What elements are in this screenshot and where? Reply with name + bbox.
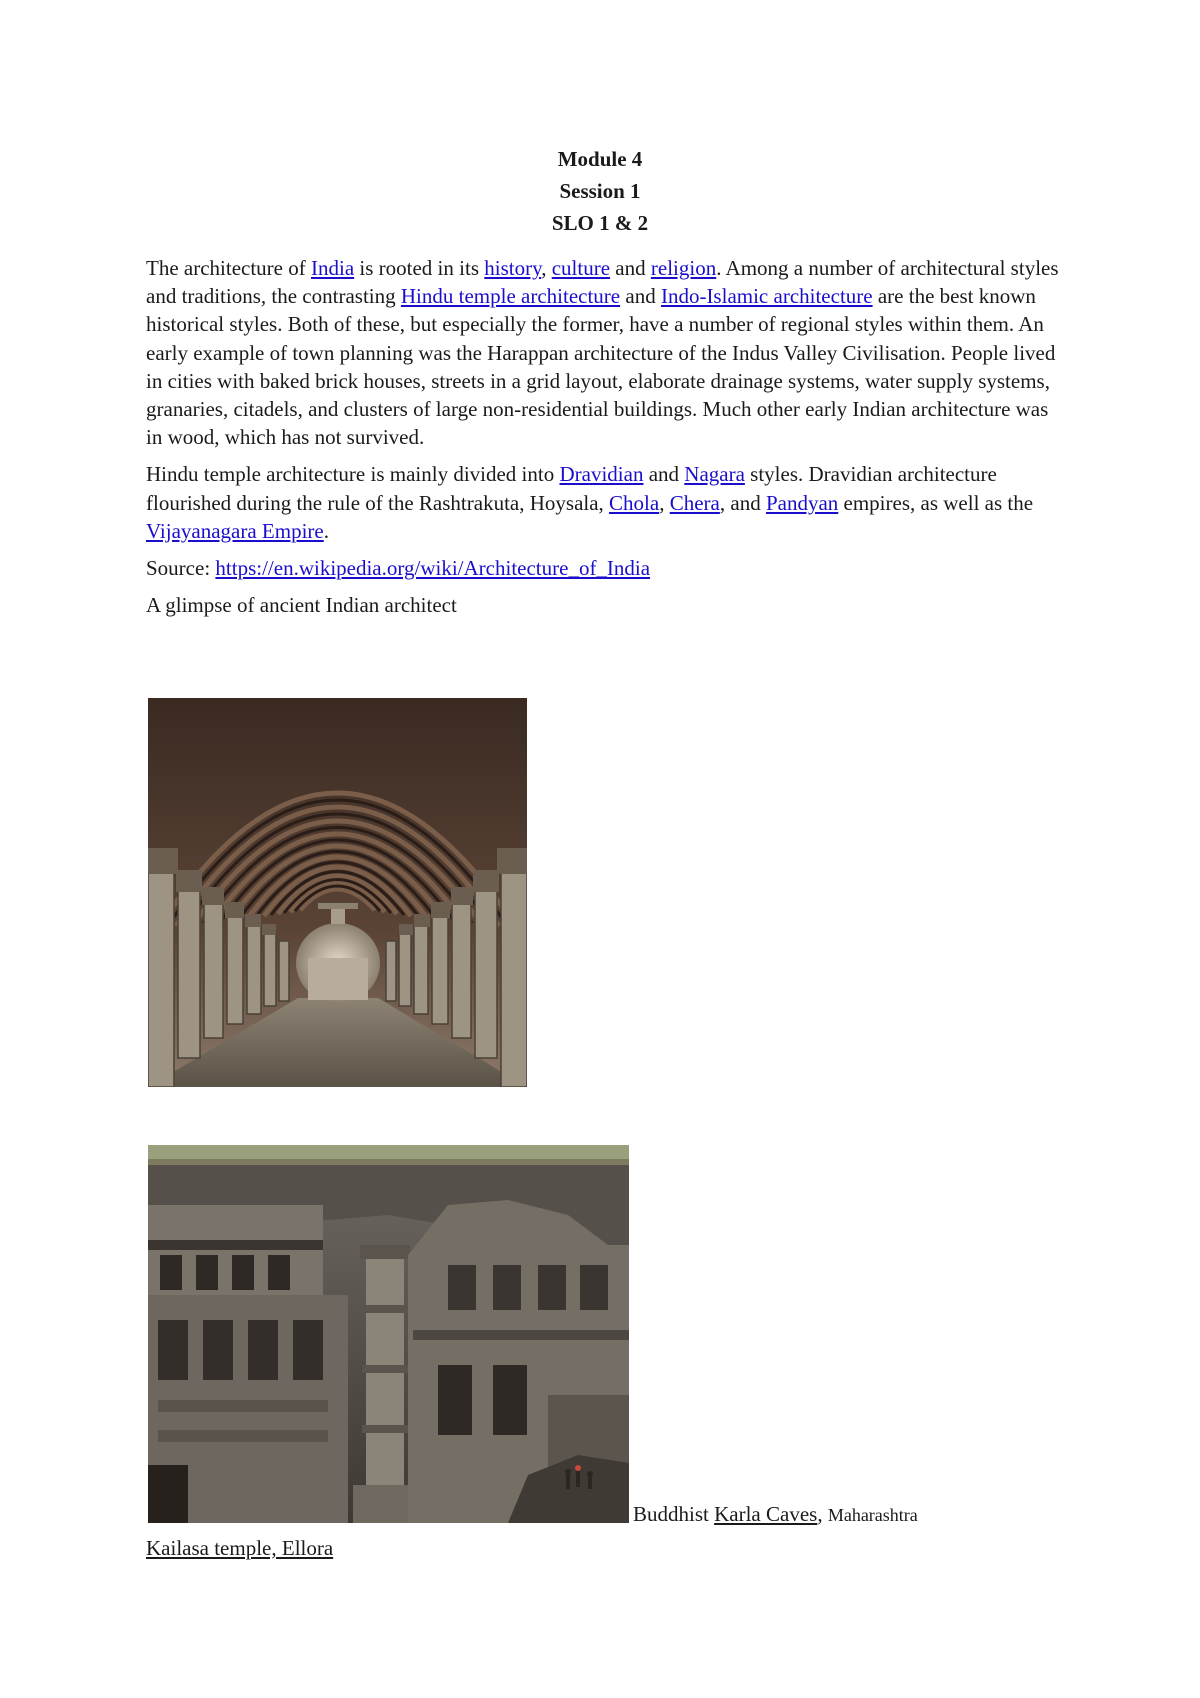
text-run: are the best known historical styles. Both of these, but especially the former, have a number of regional styles within them. An early example of town planning was the Harappan architecture of the Indus Valley Civilisation. People lived in cities with baked brick houses, streets in a grid layout, elaborate drainage systems, water supply systems, granaries, citadels, and clusters of large non-residential buildings. Much other early Indian architecture was in wood, which has not survived. — [146, 284, 1056, 450]
text-run: empires, as well as the — [838, 490, 1034, 515]
link-culture[interactable]: culture — [551, 256, 611, 280]
link-chola[interactable]: Chola — [609, 490, 660, 515]
link-dravidian[interactable]: Dravidian — [559, 462, 644, 487]
kailasa-temple-caption[interactable]: Kailasa temple, Ellora — [146, 1536, 334, 1560]
karla-caves-caption — [633, 1501, 918, 1528]
heading-block — [0, 143, 1200, 239]
source-link[interactable]: https://en.wikipedia.org/wiki/Architecture_of_India — [215, 556, 651, 581]
paragraph-architecture — [146, 254, 1066, 451]
karla-caves-link[interactable]: Karla Caves — [714, 1502, 818, 1526]
text-run: The architecture of — [146, 256, 311, 280]
text-run: is rooted in its — [354, 256, 485, 280]
text-run: and — [643, 462, 685, 487]
text-run: . Among a number of architectural styles and traditions, the contrasting — [146, 256, 1059, 309]
slo-heading: SLO 1 & 2 — [551, 211, 649, 235]
karla-caves-photo — [148, 698, 527, 1087]
text-run: styles. Dravidian architecture flourished during the rule of the Rashtrakuta, Hoysala, — [146, 462, 997, 515]
glimpse-line: A glimpse of ancient Indian architect — [146, 593, 457, 618]
body-text — [146, 254, 1066, 628]
link-chera[interactable]: Chera — [669, 490, 720, 515]
kailasa-temple-photo — [148, 1145, 629, 1523]
link-vijayanagara-empire[interactable]: Vijayanagara Empire — [146, 518, 324, 543]
link-religion[interactable]: religion — [650, 256, 717, 280]
paragraph-hindu-temple — [146, 460, 1066, 545]
session-heading: Session 1 — [559, 179, 641, 203]
text-run: . — [323, 518, 329, 543]
link-hindu-temple-architecture[interactable]: Hindu temple architecture — [400, 284, 621, 309]
caption-text: , — [817, 1502, 828, 1526]
text-run: Hindu temple architecture is mainly divided into — [146, 462, 560, 487]
text-run: and — [610, 256, 651, 280]
link-pandyan[interactable]: Pandyan — [765, 490, 839, 515]
text-run: , — [541, 256, 552, 280]
module-heading: Module 4 — [557, 147, 643, 171]
karla-caves-image — [148, 698, 527, 1087]
text-run: , and — [719, 490, 766, 515]
source-line — [146, 554, 1066, 582]
text-run: , — [659, 490, 670, 515]
source-label: Source: — [146, 556, 216, 581]
link-nagara[interactable]: Nagara — [684, 462, 745, 487]
text-run: and — [620, 284, 661, 309]
link-indo-islamic-architecture[interactable]: Indo-Islamic architecture — [660, 284, 873, 309]
link-india[interactable]: India — [311, 256, 355, 280]
link-history[interactable]: history — [484, 256, 542, 280]
caption-place: Maharashtra — [827, 1505, 918, 1525]
caption-text: Buddhist — [633, 1502, 715, 1526]
kailasa-temple-image — [148, 1145, 629, 1523]
